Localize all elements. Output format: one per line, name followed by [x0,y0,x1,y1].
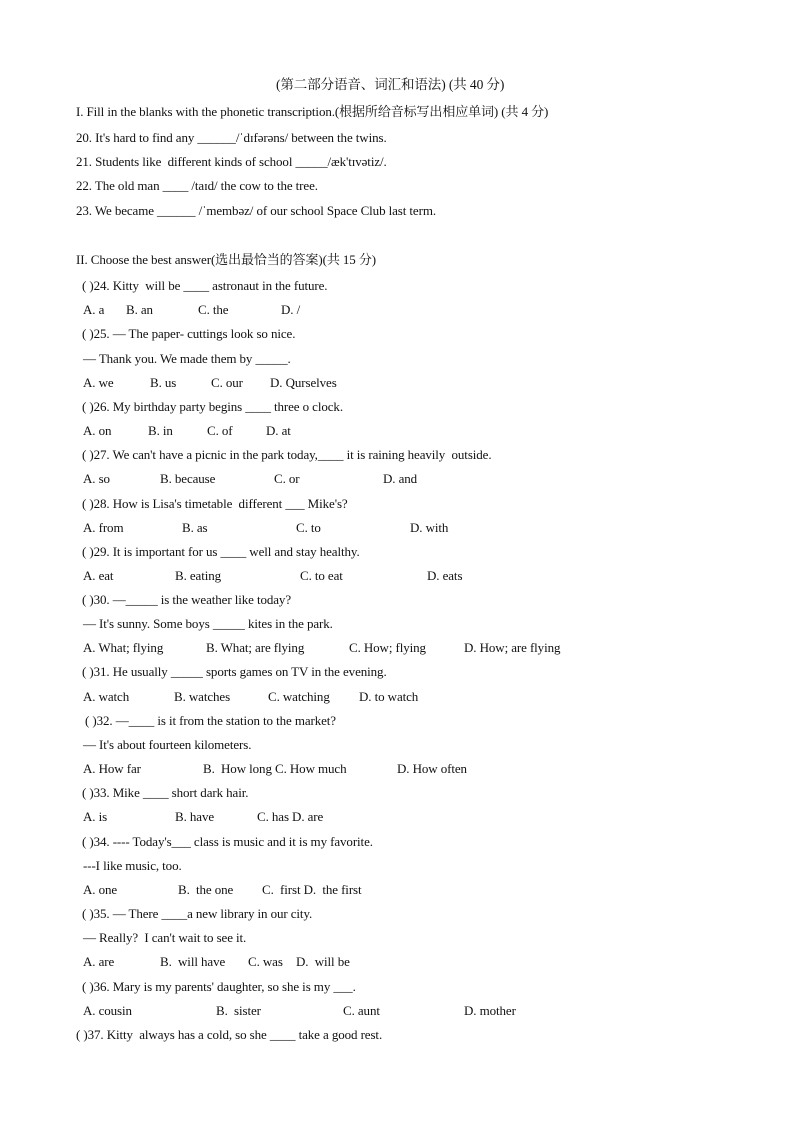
question-35-option-c: C. was [248,954,283,969]
question-25-reply: — Thank you. We made them by _____. [83,351,291,366]
question-31-stem: ( )31. He usually _____ sports games on TV in the evening. [82,664,387,679]
question-35-option-d: D. will be [296,954,350,969]
question-29-option-b: B. eating [175,568,222,583]
question-32-reply: — It's about fourteen kilometers. [83,737,252,752]
question-35-option-a: A. are [83,954,115,969]
question-34-option-c: C. first D. the first [262,882,362,897]
question-25-option-b: B. us [150,375,177,390]
question-26-option-d: D. at [266,423,291,438]
question-24-option-c: C. the [198,302,229,317]
question-35-reply: — Really? I can't wait to see it. [83,930,247,945]
question-27-option-a: A. so [83,471,110,486]
question-30-stem: ( )30. —_____ is the weather like today? [82,592,291,607]
question-32-stem: ( )32. —____ is it from the station to the market? [85,713,336,728]
question-30-option-c: C. How; flying [349,640,426,655]
question-27-option-d: D. and [383,471,418,486]
question-27-option-c: C. or [274,471,300,486]
question-31-option-b: B. watches [174,689,231,704]
question-33-option-a: A. is [83,809,108,824]
question-24-option-a: A. a [83,302,105,317]
question-34-reply: ---I like music, too. [83,858,182,873]
question-25-option-a: A. we [83,375,114,390]
question-32-option-a: A. How far [83,761,141,776]
question-27-stem: ( )27. We can't have a picnic in the park today,____ it is raining heavily outside. [82,447,492,462]
question-31-option-d: D. to watch [359,689,419,704]
question-21: 21. Students like different kinds of school _____/æk'tɪvətiz/. [76,154,387,169]
question-27-option-b: B. because [160,471,216,486]
question-28-option-b: B. as [182,520,208,535]
question-25-stem: ( )25. — The paper- cuttings look so nice. [82,326,296,341]
part-title: (第二部分语音、词汇和语法) (共 40 分) [276,77,505,92]
question-28-option-d: D. with [410,520,449,535]
question-28-option-a: A. from [83,520,124,535]
question-36-option-d: D. mother [464,1003,516,1018]
question-29-option-d: D. eats [427,568,463,583]
question-25-option-c: C. our [211,375,243,390]
question-26-stem: ( )26. My birthday party begins ____ three o clock. [82,399,343,414]
question-30-option-b: B. What; are flying [206,640,305,655]
question-36-stem: ( )36. Mary is my parents' daughter, so she is my ___. [82,979,356,994]
question-36-option-c: C. aunt [343,1003,380,1018]
question-29-option-c: C. to eat [300,568,343,583]
question-25-option-d: D. Qurselves [270,375,337,390]
question-26-option-a: A. on [83,423,112,438]
question-23: 23. We became ______ /ˈmembəz/ of our school Space Club last term. [76,203,436,218]
question-22: 22. The old man ____ /taɪd/ the cow to the tree. [76,178,318,193]
question-28-stem: ( )28. How is Lisa's timetable different ___ Mike's? [82,496,348,511]
question-28-option-c: C. to [296,520,321,535]
question-29-option-a: A. eat [83,568,114,583]
question-24-option-d: D. / [281,302,301,317]
question-33-stem: ( )33. Mike ____ short dark hair. [82,785,249,800]
question-26-option-c: C. of [207,423,233,438]
question-34-option-a: A. one [83,882,118,897]
question-34-stem: ( )34. ---- Today's___ class is music and it is my favorite. [82,834,373,849]
question-35-option-b: B. will have [160,954,226,969]
question-36-option-a: A. cousin [83,1003,132,1018]
question-26-option-b: B. in [148,423,173,438]
question-31-option-a: A. watch [83,689,130,704]
question-33-option-c: C. has D. are [257,809,324,824]
question-32-option-b: B. How long C. How much [203,761,347,776]
question-24-stem: ( )24. Kitty will be ____ astronaut in the future. [82,278,328,293]
question-30-reply: — It's sunny. Some boys _____ kites in the park. [83,616,333,631]
question-20: 20. It's hard to find any ______/ˈdɪfərəns/ between the twins. [76,130,387,145]
question-34-option-b: B. the one [178,882,234,897]
question-35-stem: ( )35. — There ____a new library in our city. [82,906,313,921]
question-37-stem: ( )37. Kitty always has a cold, so she ____ take a good rest. [76,1027,383,1042]
question-36-option-b: B. sister [216,1003,261,1018]
question-32-option-d: D. How often [397,761,467,776]
question-24-option-b: B. an [126,302,153,317]
section1-heading: I. Fill in the blanks with the phonetic transcription.(根据所给音标写出相应单词) (共 4 分) [76,104,549,119]
question-30-option-a: A. What; flying [83,640,164,655]
question-33-option-b: B. have [175,809,215,824]
section2-heading: II. Choose the best answer(选出最恰当的答案)(共 15 分) [76,252,376,267]
question-29-stem: ( )29. It is important for us ____ well and stay healthy. [82,544,360,559]
question-31-option-c: C. watching [268,689,330,704]
question-30-option-d: D. How; are flying [464,640,561,655]
